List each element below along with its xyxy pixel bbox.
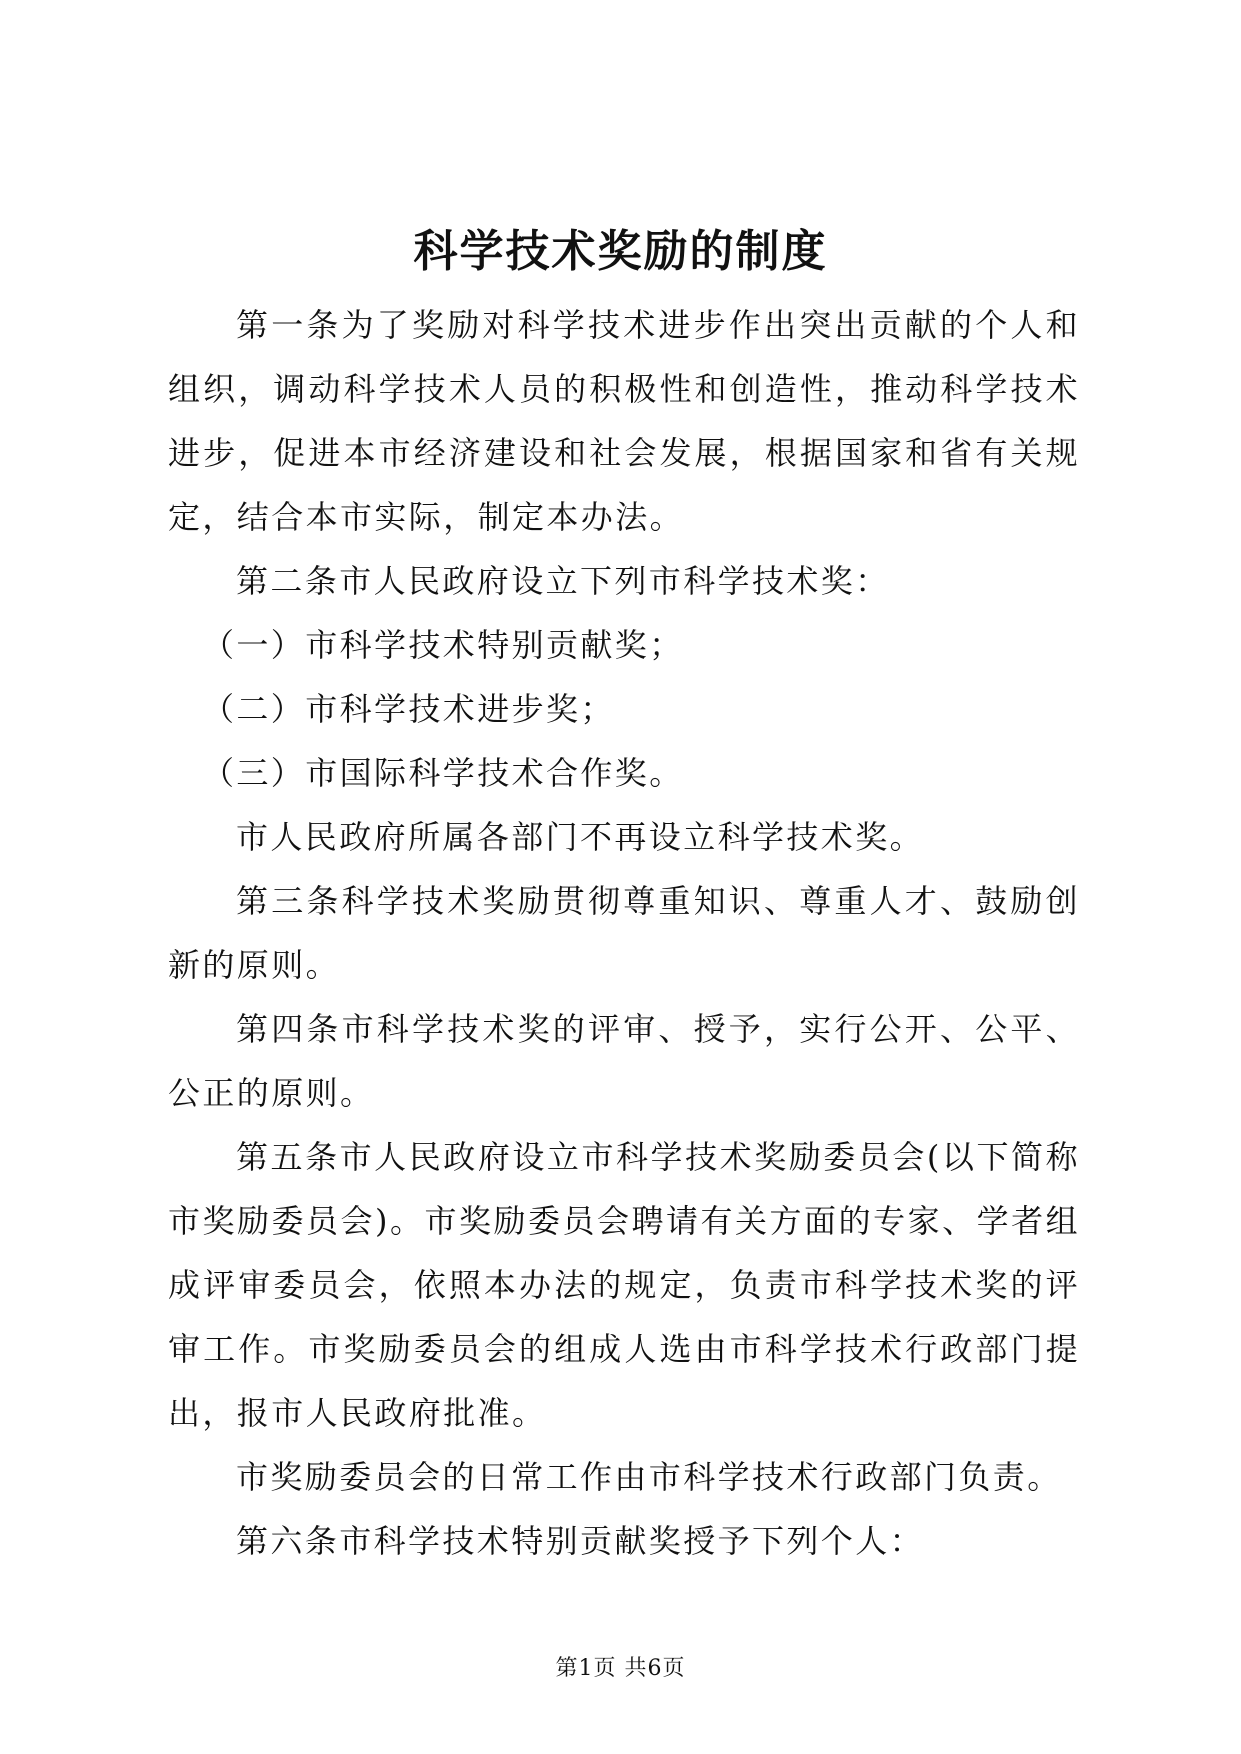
- article-5-note: 市奖励委员会的日常工作由市科学技术行政部门负责。: [236, 1458, 1062, 1496]
- article-3: 第三条科学技术奖励贯彻尊重知识、尊重人才、鼓励创新的原则。: [168, 882, 1080, 984]
- article-6: 第六条市科学技术特别贡献奖授予下列个人：: [236, 1522, 925, 1560]
- document-body: [168, 293, 1080, 1573]
- article-2-note: 市人民政府所属各部门不再设立科学技术奖。: [236, 818, 925, 856]
- document-title: 科学技术奖励的制度: [413, 226, 828, 277]
- page-number-footer: 第1页 共6页: [555, 1656, 686, 1681]
- list-item-1: （一）市科学技术特别贡献奖；: [202, 626, 684, 664]
- list-item-3: （三）市国际科学技术合作奖。: [202, 754, 684, 792]
- article-4: 第四条市科学技术奖的评审、授予，实行公开、公平、公正的原则。: [168, 1010, 1080, 1112]
- article-5: 第五条市人民政府设立市科学技术奖励委员会(以下简称市奖励委员会)。市奖励委员会聘请有关方面的专家、学者组成评审委员会，依照本办法的规定，负责市科学技术奖的评审工作。市奖励委员会的组成人选由市科学技术行政部门提出，报市人民政府批准。: [168, 1138, 1080, 1432]
- article-2: 第二条市人民政府设立下列市科学技术奖：: [236, 562, 890, 600]
- article-1: 第一条为了奖励对科学技术进步作出突出贡献的个人和组织，调动科学技术人员的积极性和创造性，推动科学技术进步，促进本市经济建设和社会发展，根据国家和省有关规定，结合本市实际，制定本办法。: [168, 306, 1080, 536]
- list-item-2: （二）市科学技术进步奖；: [202, 690, 615, 728]
